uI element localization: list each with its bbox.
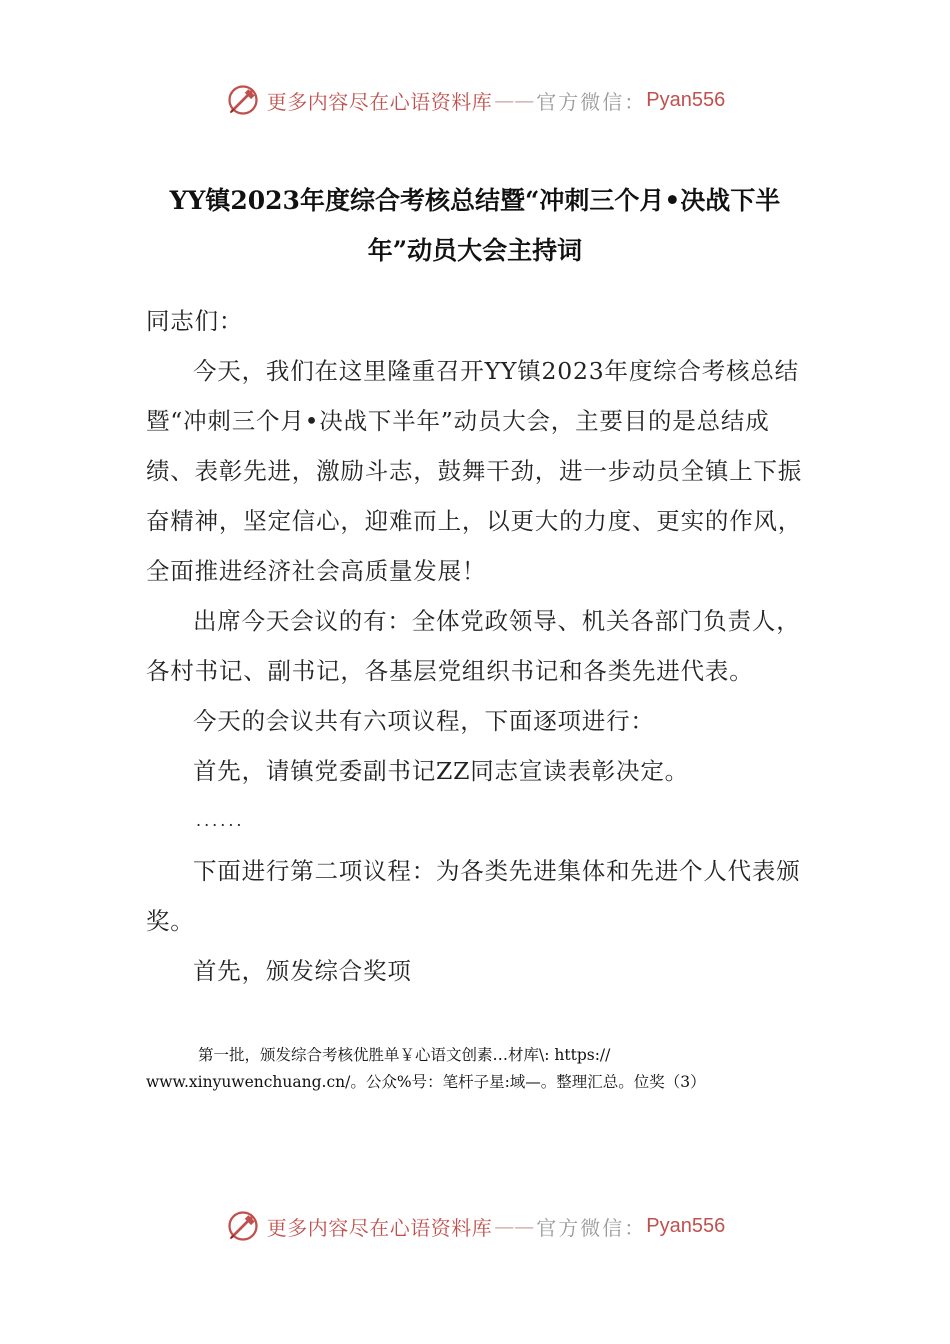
wechat-label: 官方微信： xyxy=(536,89,647,114)
ellipsis: ...... xyxy=(196,811,245,830)
banner-slogan: 更多内容尽在心语资料库 xyxy=(266,89,493,114)
pen-logo-icon xyxy=(225,1208,261,1244)
header-banner xyxy=(0,82,950,118)
paragraph-second-item: 下面进行第二项议程：为各类先进集体和先进个人代表颁奖。 xyxy=(146,857,801,935)
paragraph-awards: 首先，颁发综合奖项 xyxy=(193,957,412,985)
salutation: 同志们： xyxy=(146,307,244,335)
wechat-id: Pyan556 xyxy=(646,88,726,111)
footer-wechat-id: Pyan556 xyxy=(646,1214,726,1237)
paragraph-first-item: 首先，请镇党委副书记ZZ同志宣读表彰决定。 xyxy=(193,757,689,785)
pen-logo-icon xyxy=(225,82,261,118)
paragraph-agenda: 今天的会议共有六项议程，下面逐项进行： xyxy=(193,707,655,735)
footer-banner xyxy=(0,1208,950,1244)
footer-wechat-label: 官方微信： xyxy=(536,1215,647,1240)
footer-dash: —— xyxy=(494,1214,535,1238)
small-note xyxy=(146,1042,786,1096)
title-line-2: 年”动员大会主持词 xyxy=(367,236,583,265)
small-note-line-2: www.xinyuwenchuang.cn/。公众%号：笔杆子星:域—。整理汇总。位奖（3） xyxy=(146,1073,706,1091)
paragraph-purpose: 今天，我们在这里隆重召开YY镇2023年度综合考核总结暨“冲刺三个月•决战下半年”动员大会，主要目的是总结成绩、表彰先进，激励斗志，鼓舞干劲，进一步动员全镇上下振奋精神，坚定信心，迎难而上，以更大的力度、更实的作风，全面推进经济社会高质量发展！ xyxy=(146,357,803,585)
document-body xyxy=(146,296,808,996)
small-note-line-1: 第一批，颁发综合考核优胜单￥心语文创素…材库\: https:// xyxy=(198,1046,611,1064)
banner-dash: —— xyxy=(494,88,535,112)
paragraph-attendees: 出席今天会议的有：全体党政领导、机关各部门负责人，各村书记、副书记，各基层党组织书记和各类先进代表。 xyxy=(146,607,801,685)
document-title xyxy=(140,176,810,276)
footer-slogan: 更多内容尽在心语资料库 xyxy=(266,1215,493,1240)
title-line-1: YY镇2023年度综合考核总结暨“冲刺三个月•决战下半 xyxy=(169,186,781,215)
